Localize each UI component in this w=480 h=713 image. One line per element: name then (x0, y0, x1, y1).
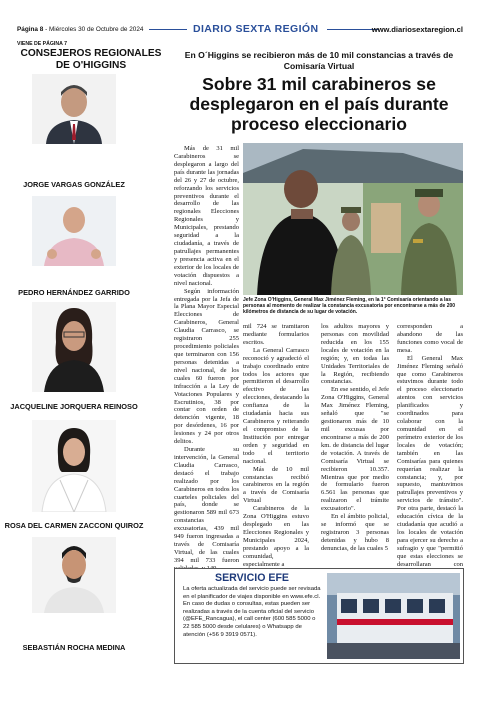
paragraph: La General Carrasco reconoció y agradeció el trabajo coordinado entre todos los actores que permitieron el desarrollo efectivo de las elecciones, destacando la confianza de la ciudadanía hacia sus Carabineros y reiterando el compromiso de la Institución por entregar orden y seguridad en todo el territorio nacional. (243, 346, 309, 465)
portrait-photo (32, 537, 116, 613)
article-photo (243, 143, 463, 295)
article-kicker: En O´Higgins se recibieron más de 10 mil constancias a través de Comisaría Virtual (184, 50, 454, 71)
article-column-4 (397, 323, 463, 577)
person-name: JORGE VARGAS GONZÁLEZ (23, 180, 125, 189)
portrait-photo (32, 74, 116, 144)
paragraph: Durante su intervención, la General Claudia Carrasco, destacó el trabajo realizado por los Carabineros en todos los cuarteles policiales del país, donde se gestionaron 589 mil 673 constancias excusatorias, 439 mil 949 fueron ingresadas a través de Comisaría Virtual, de las cuales 394 mil 733 fueron (174, 446, 239, 564)
paragraph: En ese sentido, el Jefe Zona O'Higgins, General Max Jiménez Fleming, señaló que "se gestionaron más de 10 mil excusas por encontrarse a más de 200 km. de distancia del lugar de votación. A través de Comisaría Virtual se recibieron 10.357. Mientras que por medio de formulario fueron 6.561 las personas que realizaron el trámite excusatorio". (321, 386, 389, 513)
train-photo (327, 573, 460, 659)
article-column-1 (174, 145, 239, 573)
person-name: JACQUELINE JORQUERA REINOSO (10, 402, 138, 411)
article-column-3 (321, 323, 389, 553)
sidebar-consejeros (17, 48, 165, 72)
continued-from: VIENE DE PÁGINA 7 (17, 41, 67, 47)
person-name: SEBASTIÁN ROCHA MEDINA (22, 643, 126, 652)
paragraph: Más de 10 mil constancias recibió carabineros en la región a través de Comisaría Virtual (243, 465, 309, 505)
paragraph: los adultos mayores y personas con movilidad reducida en los 155 locales de votación en la región; y, en todas las Unidades Territoriales de la Región, recibiendo constancias. (321, 323, 389, 386)
efe-title: SERVICIO EFE (215, 572, 289, 584)
article-headline: Sobre 31 mil carabineros se desplegaron en el país durante proceso eleccionario (189, 74, 449, 134)
efe-body: La oferta actualizada del servicio puede ser revisada en el planificador de viajes disponible en www.efe.cl. En caso de dudas o consultas, estas pueden ser realizadas a través de la cuenta oficial del servicio (@EFE_Rancagua), el call center (600 585 5000 o 22 585 5000 desde celulares) o Whatsapp de atención (+56 9 3919 0571). (183, 586, 321, 638)
portrait-photo (32, 196, 116, 266)
person-name: PEDRO HERNÁNDEZ GARRIDO (18, 288, 130, 297)
person-name: ROSA DEL CARMEN ZACCONI QUIROZ (4, 521, 144, 530)
paragraph: Según información entregada por la Jefa de la Plana Mayor Especial Elecciones de Carabineros, General Claudia Carrasco, se registraron 255 procedimiento policiales que terminaron con 156 personas detenidas a nivel nacional, de los cuales 60 fueron por infracción a la Ley de Votaciones Populares y Escrutinios, 38 por contar con orden de detención vigente, 18 por desórdenes, 16 por lesiones y 24 por otros delitos. (174, 287, 239, 446)
paragraph: El General Max Jiménez Fleming señaló que como Carabineros estuvimos durante todo el proceso eleccionario atentos con servicios planificados y coordinados para colaborar con la comunidad en el perímetro exterior de los locales de votación; también en las Comisarías para quienes requerían realizar la constancia; y, por supuesto, mantuvimos patrullajes preventivos y servicios de tránsito". Por otra parte, destacó la educación cívica de la ciudadanía que acudió a los locales de votación para ejercer su derecho a sufragio y que "permitió que estas elecciones se desarrollaran con (397, 354, 463, 568)
portrait-photo (32, 302, 116, 392)
paragraph: Carabineros de la Zona O'Higgins estuvo desplegado en las Elecciones Regionales y Municipales 2024, prestando apoyo a la comunidad, especialmente a (243, 505, 309, 568)
photo-caption: Jefe Zona O'Higgins, General Max Jiménez Fleming, en la 1° Comisaría orientando a las personas al momento de realizar la constancia excusatoria por encontrarse a más de 200 kilómetros de distancia de su lugar de votación. (243, 297, 456, 315)
paragraph: Más de 31 mil Carabineros se desplegaron a largo del país durante las jornadas del 26 y 27 de octubre, reforzando los servicios preventivos durante el desarrollo de las regionales Elecciones Regionales y Municipales, prestando seguridad a la ciudadanía, a través de patrullajes permanentes y presencia activa en el exterior de los locales de votación dispuestos a nivel nacional. (174, 145, 239, 287)
article-column-2 (243, 323, 309, 569)
page-date: Página 8 - Miércoles 30 de Octubre de 2024 (17, 26, 144, 33)
paragraph: mil 724 se tramitaron mediante formularios escritos. (243, 323, 309, 346)
newspaper-brand: DIARIO SEXTA REGIÓN (193, 23, 319, 35)
header-rule-left (149, 29, 187, 30)
paragraph: corresponden a abandono de las funciones como vocal de mesa. (397, 323, 463, 354)
site-url: www.diariosextaregion.cl (371, 25, 463, 34)
efe-service-box (174, 568, 464, 664)
portrait-photo (32, 420, 116, 512)
page-header (17, 24, 463, 38)
sidebar-title: CONSEJEROS REGIONALES DE O'HIGGINS (20, 48, 162, 71)
paragraph: En el ámbito policial, se informó que se registraron 3 personas detenidas y hubo 8 denuncias, de las cuales 5 (321, 513, 389, 552)
